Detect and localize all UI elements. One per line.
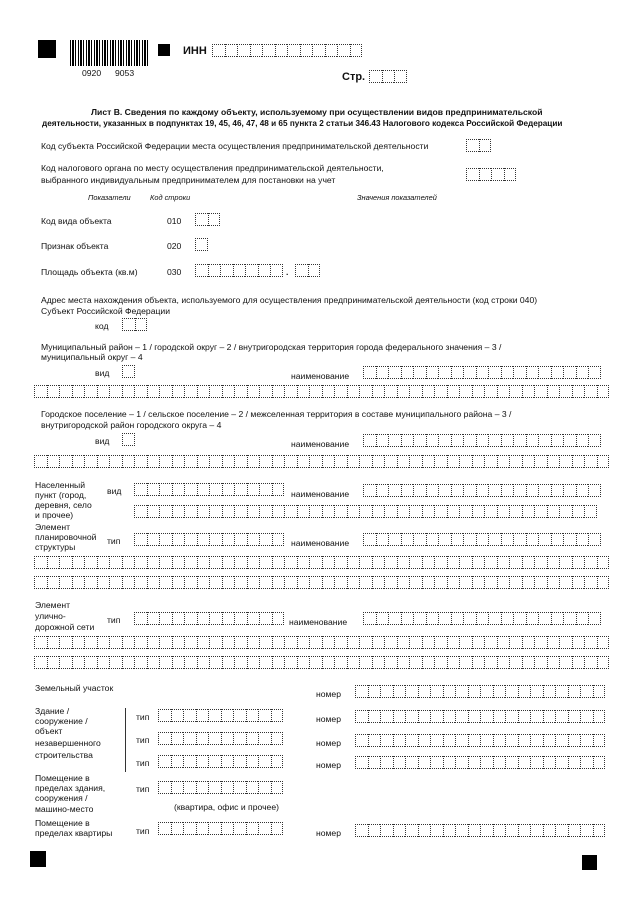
corner-marker-bottom-right <box>582 855 597 870</box>
object-sign-field[interactable] <box>195 238 208 251</box>
locality-name-field-2[interactable] <box>134 505 597 518</box>
settlement-label-line2: внутригородской район городского округа – 4 <box>41 420 222 430</box>
building-label-line1: Здание / <box>35 706 70 716</box>
building-type-field-2[interactable] <box>158 732 283 745</box>
page-label: Стр. <box>342 71 366 83</box>
page-number-field[interactable] <box>369 70 407 83</box>
room-label-line2: пределах квартиры <box>35 828 113 838</box>
premises-label-line1: Помещение в <box>35 773 90 783</box>
building-type-label-3: тип <box>136 758 150 768</box>
premises-type-label: тип <box>136 784 150 794</box>
planning-label-line3: структуры <box>35 542 76 552</box>
premises-label-line4: машино-место <box>35 804 94 814</box>
object-type-code: 010 <box>167 216 182 226</box>
premises-type-field[interactable] <box>158 781 283 794</box>
building-bracket <box>125 708 126 772</box>
column-values: Значения показателей <box>357 193 437 202</box>
locality-kind-label: вид <box>107 486 122 496</box>
planning-type-field[interactable] <box>134 533 284 546</box>
subject-code-label: код <box>95 321 109 331</box>
land-number-field[interactable] <box>355 685 605 698</box>
room-type-label: тип <box>136 826 150 836</box>
municipal-label-line2: муниципальный округ – 4 <box>41 352 143 362</box>
column-line-code: Код строки <box>150 193 191 202</box>
building-number-label-1: номер <box>316 714 341 724</box>
tax-office-label-line2: выбранного индивидуальным предпринимателем для постановки на учет <box>41 175 336 185</box>
tax-office-label-line1: Код налогового органа по месту осуществления предпринимательской деятельности, <box>41 163 384 173</box>
land-label: Земельный участок <box>35 683 114 693</box>
subject-label: Субъект Российской Федерации <box>41 306 171 316</box>
street-label-line3: дорожной сети <box>35 622 95 632</box>
corner-marker-top-left <box>38 40 56 58</box>
area-decimal-field[interactable] <box>295 264 320 277</box>
planning-name-field-2[interactable] <box>34 556 609 569</box>
area-decimal-separator: . <box>286 267 289 277</box>
municipal-name-label: наименование <box>291 371 350 381</box>
planning-name-label: наименование <box>291 538 350 548</box>
room-label-line1: Помещение в <box>35 818 90 828</box>
land-number-label: номер <box>316 689 341 699</box>
settlement-kind-field[interactable] <box>122 433 135 446</box>
building-type-field-1[interactable] <box>158 709 283 722</box>
planning-name-field-3[interactable] <box>34 576 609 589</box>
municipal-name-field-2[interactable] <box>34 385 609 398</box>
building-type-label-1: тип <box>136 712 150 722</box>
municipal-name-field-1[interactable] <box>363 366 601 379</box>
building-type-label-2: тип <box>136 735 150 745</box>
sheet-title-line1: Лист В. Сведения по каждому объекту, используемому при осуществлении видов предпринимательской <box>91 107 543 117</box>
room-number-label: номер <box>316 828 341 838</box>
locality-label-line3: деревня, село <box>35 500 92 510</box>
premises-hint: (квартира, офис и прочее) <box>174 802 279 812</box>
settlement-name-field-2[interactable] <box>34 455 609 468</box>
barcode <box>70 40 148 66</box>
building-type-field-3[interactable] <box>158 755 283 768</box>
locality-name-field-1[interactable] <box>363 484 601 497</box>
region-code-label: Код субъекта Российской Федерации места осуществления предпринимательской деятельности <box>41 141 429 151</box>
locality-kind-field-1[interactable] <box>134 483 284 496</box>
street-name-field-1[interactable] <box>363 612 601 625</box>
building-label-line2: сооружение / <box>35 716 88 726</box>
planning-type-label: тип <box>107 536 121 546</box>
municipal-kind-field[interactable] <box>122 365 135 378</box>
address-title: Адрес места нахождения объекта, используемого для осуществления предпринимательской деятельности (код строки 040) <box>41 295 538 305</box>
inn-field[interactable] <box>212 44 362 57</box>
locality-label-line2: пункт (город, <box>35 490 87 500</box>
object-sign-label: Признак объекта <box>41 241 109 251</box>
premises-label-line2: пределах здания, <box>35 783 106 793</box>
settlement-name-label: наименование <box>291 439 350 449</box>
street-name-field-2[interactable] <box>34 636 609 649</box>
street-type-label: тип <box>107 615 121 625</box>
premises-label-line3: сооружения / <box>35 793 88 803</box>
settlement-label-line1: Городское поселение – 1 / сельское поселение – 2 / межселенная территория в составе муниципального района – 3 / <box>41 409 512 419</box>
building-number-label-2: номер <box>316 738 341 748</box>
street-label-line2: улично- <box>35 611 66 621</box>
object-sign-code: 020 <box>167 241 182 251</box>
municipal-kind-label: вид <box>95 368 110 378</box>
inn-label: ИНН <box>183 45 207 57</box>
area-code: 030 <box>167 267 182 277</box>
area-label: Площадь объекта (кв.м) <box>41 267 138 277</box>
street-name-label: наименование <box>289 617 348 627</box>
locality-label-line4: и прочее) <box>35 510 74 520</box>
column-indicators: Показатели <box>88 193 131 202</box>
locality-name-label: наименование <box>291 489 350 499</box>
settlement-kind-label: вид <box>95 436 110 446</box>
barcode-number-right: 9053 <box>115 68 135 78</box>
planning-label-line2: планировочной <box>35 532 97 542</box>
building-number-field-2[interactable] <box>355 734 605 747</box>
subject-code-field[interactable] <box>122 318 147 331</box>
building-label-line5: строительства <box>35 750 93 760</box>
street-type-field[interactable] <box>134 612 284 625</box>
barcode-number-left: 0920 <box>82 68 102 78</box>
object-type-label: Код вида объекта <box>41 216 112 226</box>
locality-label-line1: Населенный <box>35 480 86 490</box>
region-code-field[interactable] <box>466 139 491 152</box>
building-number-label-3: номер <box>316 760 341 770</box>
street-label-line1: Элемент <box>35 600 71 610</box>
planning-label-line1: Элемент <box>35 522 71 532</box>
sheet-title-line2: деятельности, указанных в подпунктах 19, 45, 46, 47, 48 и 65 пункта 2 статьи 346.43 Налогового кодекса Российской Федерации <box>42 119 563 128</box>
room-number-field[interactable] <box>355 824 605 837</box>
marker-square <box>158 44 170 56</box>
building-label-line4: незавершенного <box>35 738 101 748</box>
tax-office-field[interactable] <box>466 168 516 181</box>
area-integer-field[interactable] <box>195 264 283 277</box>
corner-marker-bottom-left <box>30 851 46 867</box>
street-name-field-3[interactable] <box>34 656 609 669</box>
settlement-name-field-1[interactable] <box>363 434 601 447</box>
building-label-line3: объект <box>35 726 63 736</box>
municipal-label-line1: Муниципальный район – 1 / городской округ – 2 / внутригородская территория города федерального значения – 3 / <box>41 342 502 352</box>
room-type-field[interactable] <box>158 822 283 835</box>
object-type-field[interactable] <box>195 213 220 226</box>
planning-name-field-1[interactable] <box>363 533 601 546</box>
building-number-field-1[interactable] <box>355 710 605 723</box>
building-number-field-3[interactable] <box>355 756 605 769</box>
